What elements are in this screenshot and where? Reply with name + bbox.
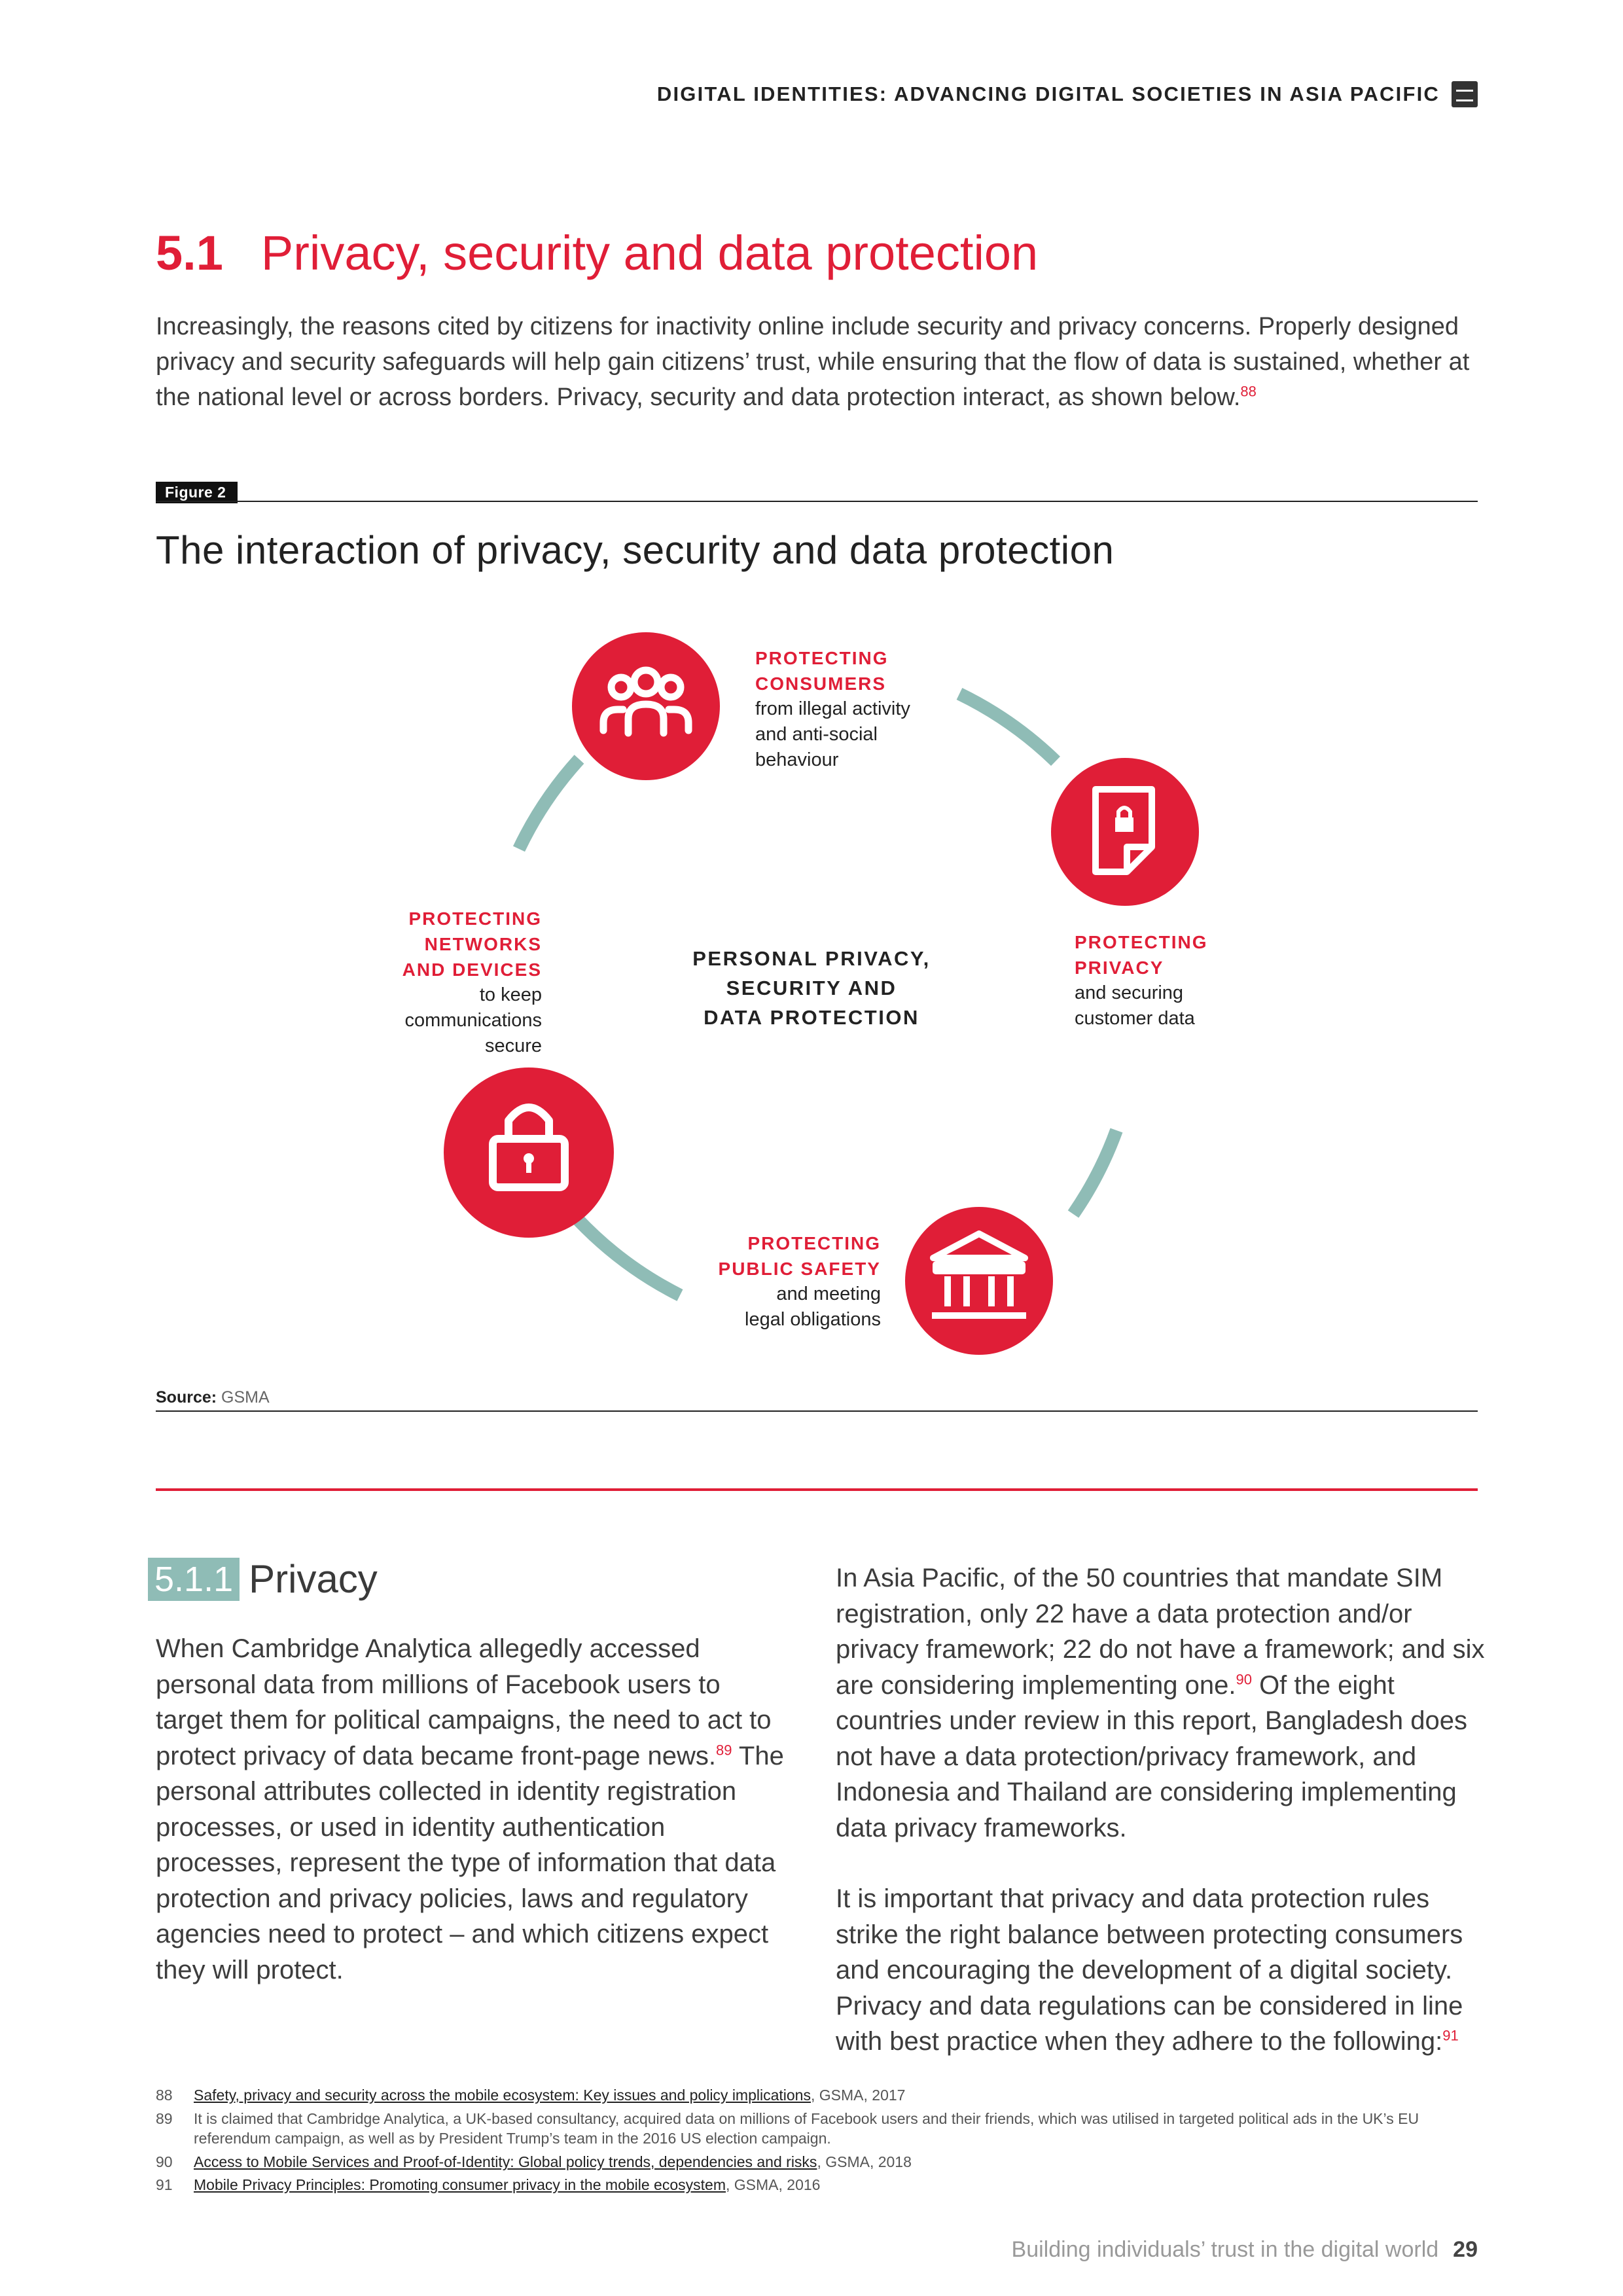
right-footnote-ref-2[interactable]: 91 [1442, 2027, 1459, 2044]
left-paragraph-part-2: The personal attributes collected in identity registration processes, or used in identity authentication processes, represent the type of information that data protection and privacy policies, laws and regulatory agencies need to protect – and which citizens expect they will protect. [156, 1741, 784, 1984]
source-value: GSMA [221, 1388, 270, 1407]
networks-node [444, 1067, 614, 1238]
right-footnote-ref-1[interactable]: 90 [1236, 1671, 1252, 1688]
arc-top-right [959, 694, 1056, 761]
consumers-text-1: from illegal activity [755, 698, 910, 719]
footnote-text: It is claimed that Cambridge Analytica, a UK-based consultancy, acquired data on millions of Facebook users and their friends, which was utilised in targeted political ads in the UK’s EU referendum campaign, as well as by President Trump’s team in the 2016 US election campaign. [194, 2110, 1419, 2147]
intro-footnote-ref[interactable]: 88 [1240, 383, 1257, 400]
footnote-link[interactable]: Mobile Privacy Principles: Promoting consumer privacy in the mobile ecosystem [194, 2176, 726, 2193]
center-line-2: SECURITY AND [726, 977, 897, 999]
arc-bottom-left [576, 1217, 680, 1295]
figure-source [156, 1388, 270, 1407]
footnote-number: 90 [156, 2153, 173, 2170]
footnote-91 [156, 2175, 1478, 2195]
networks-label [353, 906, 542, 1059]
page-footer [1012, 2237, 1478, 2263]
right-paragraph-1a: In Asia Pacific, of the 50 countries that mandate SIM registration, only 22 have a data protection and/or privacy framework; 22 do not have a framework; and six are considering implementing one. [836, 1564, 1485, 1700]
footnote-text: , GSMA, 2017 [810, 2087, 906, 2104]
footnote-90 [156, 2152, 1478, 2172]
figure-label: Figure 2 [156, 482, 238, 503]
public-safety-text-2: legal obligations [745, 1309, 881, 1330]
consumers-heading-1: PROTECTING [755, 648, 889, 668]
consumers-text-3: behaviour [755, 749, 839, 770]
privacy-text-1: and securing [1075, 982, 1184, 1003]
section-divider [156, 1488, 1478, 1491]
section-title-text: Privacy, security and data protection [260, 226, 1039, 280]
footnote-89 [156, 2109, 1478, 2148]
intro-text: Increasingly, the reasons cited by citizens for inactivity online include security and privacy concerns. Properly designed privacy and security safeguards will help gain citizens’ trust, while ensuring that the flow of data is sustained, whether at the national level or across borders. Privacy, security and data protection interact, as shown below. [156, 313, 1470, 411]
footnote-text: , GSMA, 2018 [817, 2153, 912, 2170]
running-header-title: DIGITAL IDENTITIES: ADVANCING DIGITAL SOCIETIES IN ASIA PACIFIC [656, 82, 1440, 105]
right-paragraph-1 [836, 1560, 1490, 1846]
privacy-label [1075, 929, 1208, 1031]
public-safety-node [905, 1207, 1053, 1355]
consumers-heading-2: CONSUMERS [755, 673, 887, 694]
left-paragraph-part-1: When Cambridge Analytica allegedly accessed personal data from millions of Facebook users to target them for political campaigns, the need to act to protect privacy of data became front-page news. [156, 1634, 772, 1770]
left-column-text [156, 1631, 791, 1988]
section-number: 5.1 [156, 226, 223, 280]
footnote-number: 91 [156, 2176, 173, 2193]
right-column-text [836, 1560, 1490, 2060]
networks-text-2: communications [404, 1010, 542, 1031]
page-number: 29 [1453, 2237, 1478, 2262]
right-paragraph-1b: Of the eight countries under review in this report, Bangladesh does not have a data protection/privacy framework, and Indonesia and Thailand are considering implementing data privacy frameworks. [836, 1670, 1467, 1842]
public-safety-heading-2: PUBLIC SAFETY [718, 1259, 881, 1279]
footer-text: Building individuals’ trust in the digital world [1011, 2237, 1439, 2262]
source-label: Source: [156, 1388, 217, 1407]
footnote-88 [156, 2085, 1478, 2105]
privacy-heading-1: PROTECTING [1075, 932, 1208, 952]
footnote-number: 89 [156, 2110, 173, 2127]
center-line-3: DATA PROTECTION [704, 1006, 919, 1029]
diagram-center-label [654, 944, 969, 1032]
networks-heading-1: PROTECTING [408, 908, 542, 929]
networks-text-3: secure [484, 1035, 542, 1056]
public-safety-label [687, 1230, 881, 1333]
right-paragraph-2 [836, 1881, 1490, 2060]
subsection-title [148, 1556, 378, 1602]
networks-heading-2: NETWORKS [424, 934, 542, 954]
figure-bottom-rule [156, 1410, 1478, 1412]
consumers-text-2: and anti-social [755, 724, 878, 745]
figure-title: The interaction of privacy, security and data protection [156, 528, 1115, 572]
networks-text-1: to keep [479, 984, 542, 1005]
public-safety-heading-1: PROTECTING [747, 1233, 881, 1253]
left-footnote-ref[interactable]: 89 [716, 1742, 732, 1759]
arc-right-bottom [1073, 1130, 1116, 1214]
consumers-label [755, 645, 910, 773]
arc-left-top [519, 759, 579, 849]
footnote-number: 88 [156, 2087, 173, 2104]
networks-heading-3: AND DEVICES [402, 960, 542, 980]
footnote-link[interactable]: Safety, privacy and security across the mobile ecosystem: Key issues and policy implications [194, 2087, 811, 2104]
subsection-number: 5.1.1 [148, 1558, 240, 1601]
subsection-title-text: Privacy [249, 1557, 378, 1601]
center-line-1: PERSONAL PRIVACY, [692, 947, 931, 970]
right-paragraph-2-text: It is important that privacy and data protection rules strike the right balance between protecting consumers and encouraging the development of a digital society. Privacy and data regulations can be considered in line with best practice when they adhere to the following: [836, 1884, 1463, 2056]
privacy-text-2: customer data [1075, 1008, 1195, 1029]
public-safety-text-1: and meeting [776, 1283, 881, 1304]
privacy-heading-2: PRIVACY [1075, 958, 1164, 978]
footnote-text: , GSMA, 2016 [725, 2176, 821, 2193]
footnote-link[interactable]: Access to Mobile Services and Proof-of-Identity: Global policy trends, dependencies and risks [194, 2153, 817, 2170]
